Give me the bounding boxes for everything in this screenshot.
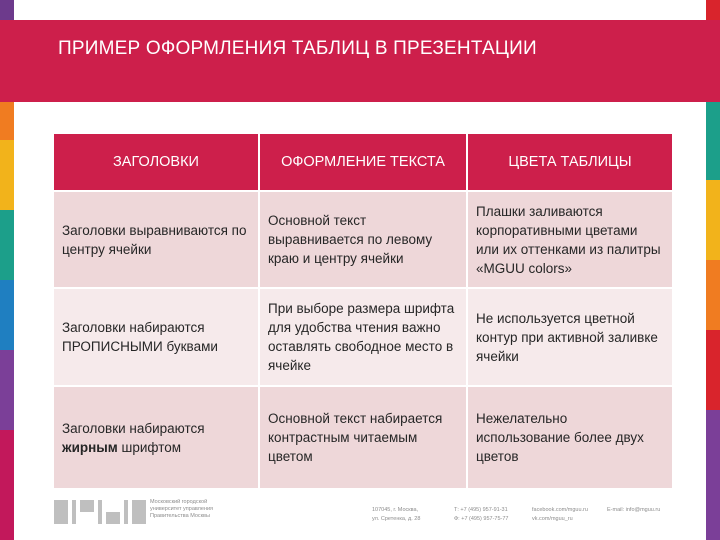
fax-line: Ф: +7 (495) 957-75-77 xyxy=(454,516,509,522)
org-line: Московский городской xyxy=(150,499,208,505)
org-line: Правительства Москвы xyxy=(150,513,210,519)
table-cell: Заголовки набираются ПРОПИСНЫМИ буквами xyxy=(54,288,259,386)
address-line: 107045, г. Москва, xyxy=(372,507,419,513)
page-title: ПРИМЕР ОФОРМЛЕНИЯ ТАБЛИЦ В ПРЕЗЕНТАЦИИ xyxy=(58,38,537,59)
footer-phones xyxy=(454,506,508,524)
header-text-style: ОФОРМЛЕНИЕ ТЕКСТА xyxy=(259,134,467,191)
footer-social xyxy=(532,506,588,524)
footer-address xyxy=(372,506,420,524)
title-bar xyxy=(0,20,720,102)
footer-email xyxy=(607,506,660,515)
university-name xyxy=(150,499,240,520)
table-cell: Основной текст набирается контрастным читаемым цветом xyxy=(259,386,467,489)
table-row xyxy=(54,386,673,489)
phone-line: Т: +7 (495) 957-91-31 xyxy=(454,507,508,513)
table-cell: Основной текст выравнивается по левому краю и центру ячейки xyxy=(259,191,467,288)
table-header-row xyxy=(54,134,673,191)
table-row xyxy=(54,288,673,386)
bold-word: жирным xyxy=(62,439,118,455)
org-line: университет управления xyxy=(150,506,214,512)
table-row xyxy=(54,191,673,288)
vk-link[interactable]: vk.com/mguu_ru xyxy=(532,516,573,522)
cell-text: шрифтом xyxy=(117,439,182,455)
header-table-colors: ЦВЕТА ТАБЛИЦЫ xyxy=(467,134,673,191)
facebook-link[interactable]: facebook.com/mguu.ru xyxy=(532,507,588,513)
cell-text: Заголовки набираются xyxy=(62,420,205,436)
email-link[interactable]: E-mail: info@mguu.ru xyxy=(607,507,661,513)
table-cell: Заголовки выравниваются по центру ячейки xyxy=(54,191,259,288)
address-line: ул. Сретенка, д. 28 xyxy=(372,516,421,522)
table-cell: Не используется цветной контур при активной заливке ячейки xyxy=(467,288,673,386)
university-logo xyxy=(54,500,146,524)
table-cell: Плашки заливаются корпоративными цветами или их оттенками из палитры «MGUU colors» xyxy=(467,191,673,288)
header-headings: ЗАГОЛОВКИ xyxy=(54,134,259,191)
table-cell: Нежелательно использование более двух цветов xyxy=(467,386,673,489)
table-cell: При выборе размера шрифта для удобства чтения важно оставлять свободное место в ячейке xyxy=(259,288,467,386)
footer xyxy=(54,496,684,532)
example-table xyxy=(54,134,674,490)
table-cell xyxy=(54,386,259,489)
